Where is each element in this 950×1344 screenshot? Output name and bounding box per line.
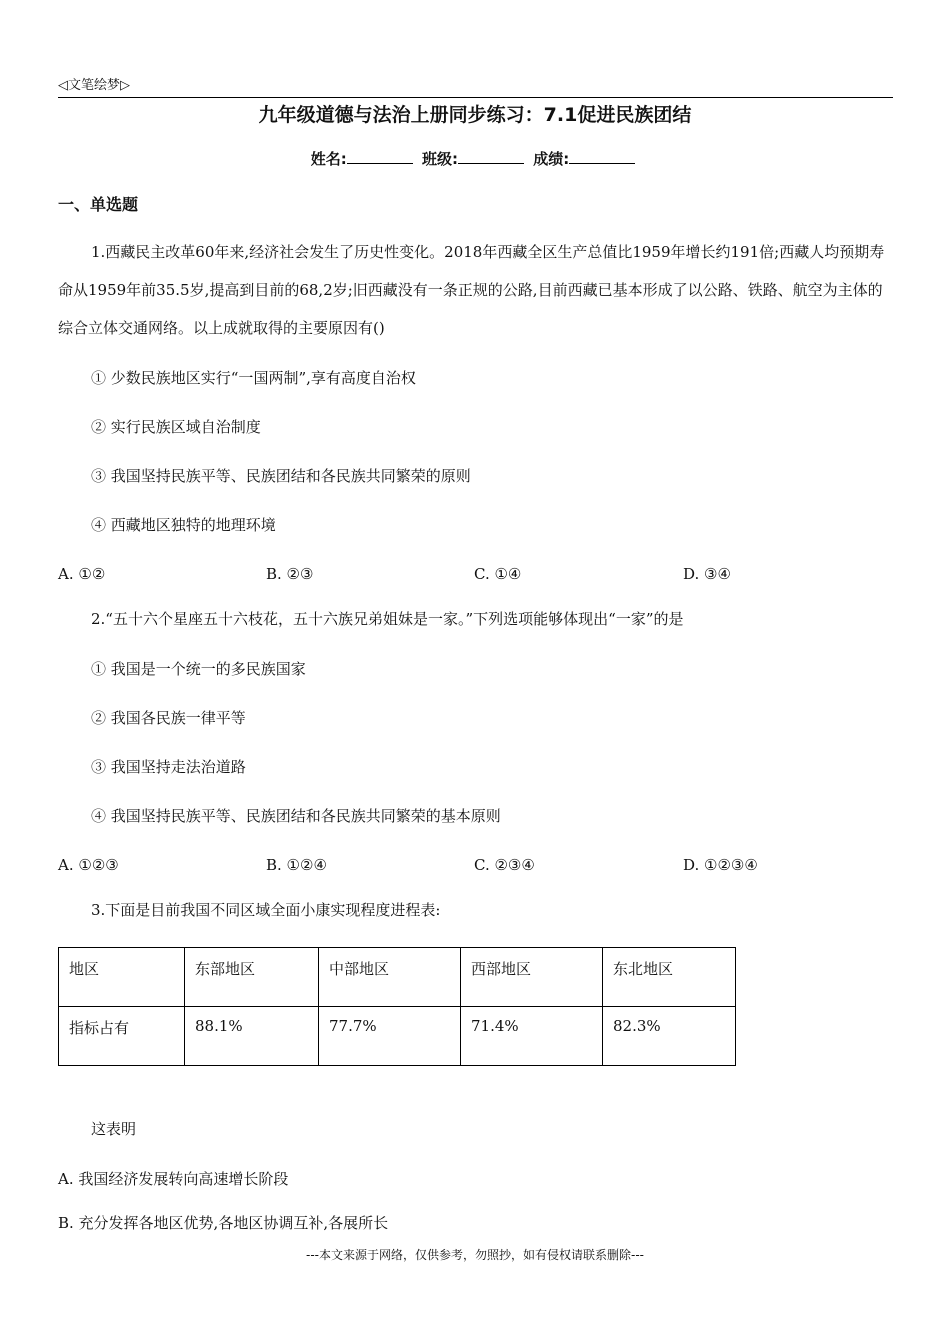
score-blank[interactable]	[569, 149, 635, 164]
q2-choice-c[interactable]: C. ②③④	[474, 856, 535, 874]
footer-note: ---本文来源于网络，仅供参考，勿照抄，如有侵权请联系删除---	[306, 1248, 644, 1262]
q1-item-4: ④ 西藏地区独特的地理环境	[91, 516, 276, 534]
q2-item-4: ④ 我国坚持民族平等、民族团结和各民族共同繁荣的基本原则	[91, 807, 501, 825]
q1-item-3: ③ 我国坚持民族平等、民族团结和各民族共同繁荣的原则	[91, 467, 471, 485]
q2-item-2: ② 我国各民族一律平等	[91, 709, 246, 727]
class-label: 班级:	[422, 150, 458, 168]
q1-item-1: ① 少数民族地区实行“一国两制”,享有高度自治权	[91, 369, 416, 387]
q3-choice-a[interactable]: A. 我国经济发展转向高速增长阶段	[58, 1170, 289, 1188]
table-cell: 77.7%	[319, 1007, 461, 1066]
q2-choice-a[interactable]: A. ①②③	[58, 856, 119, 874]
q2-item-3: ③ 我国坚持走法治道路	[91, 758, 246, 776]
q2-choice-b[interactable]: B. ①②④	[266, 856, 327, 874]
table-header-cell: 西部地区	[461, 948, 603, 1007]
header-mark: ◁文笔绘梦▷	[58, 78, 130, 93]
table-header-cell: 东北地区	[603, 948, 736, 1007]
student-info	[0, 148, 950, 169]
header-divider	[58, 97, 893, 98]
name-blank[interactable]	[347, 149, 413, 164]
q1-item-2: ② 实行民族区域自治制度	[91, 418, 261, 436]
table-header-cell: 中部地区	[319, 948, 461, 1007]
class-blank[interactable]	[458, 149, 524, 164]
q2-item-1: ① 我国是一个统一的多民族国家	[91, 660, 306, 678]
score-label: 成绩:	[533, 150, 570, 168]
q1-choice-c[interactable]: C. ①④	[474, 565, 522, 583]
q1-stem: 1.西藏民主改革60年来,经济社会发生了历史性变化。2018年西藏全区生产总值比1959年增长约191倍;西藏人均预期寿命从1959年前35.5岁,提高到目前的68,2岁;旧西藏没有一条正规的公路,目前西藏已基本形成了以公路、铁路、航空为主体的综合立体交通网络。以上成就取得的主要原因有()	[58, 243, 885, 337]
table-row	[59, 948, 736, 1007]
progress-table	[58, 947, 736, 1066]
q3-choice-b[interactable]: B. 充分发挥各地区优势,各地区协调互补,各展所长	[58, 1214, 389, 1232]
table-cell: 82.3%	[603, 1007, 736, 1066]
table-cell: 88.1%	[185, 1007, 319, 1066]
q1-choice-a[interactable]: A. ①②	[58, 565, 106, 583]
table-cell: 71.4%	[461, 1007, 603, 1066]
table-header-cell: 东部地区	[185, 948, 319, 1007]
q1-choice-d[interactable]: D. ③④	[683, 565, 731, 583]
q2-stem: 2.“五十六个星座五十六枝花，五十六族兄弟姐妹是一家。”下列选项能够体现出“一家”的是	[91, 610, 684, 628]
section-title: 一、单选题	[58, 195, 139, 214]
table-cell: 指标占有	[59, 1007, 185, 1066]
q3-followup: 这表明	[91, 1120, 137, 1138]
q1-choice-b[interactable]: B. ②③	[266, 565, 314, 583]
q2-choice-d[interactable]: D. ①②③④	[683, 856, 758, 874]
table-row	[59, 1007, 736, 1066]
name-label: 姓名:	[310, 150, 347, 168]
page-title: 九年级道德与法治上册同步练习：7.1促进民族团结	[258, 104, 692, 126]
q3-stem: 3.下面是目前我国不同区域全面小康实现程度进程表:	[91, 901, 441, 919]
table-header-cell: 地区	[59, 948, 185, 1007]
